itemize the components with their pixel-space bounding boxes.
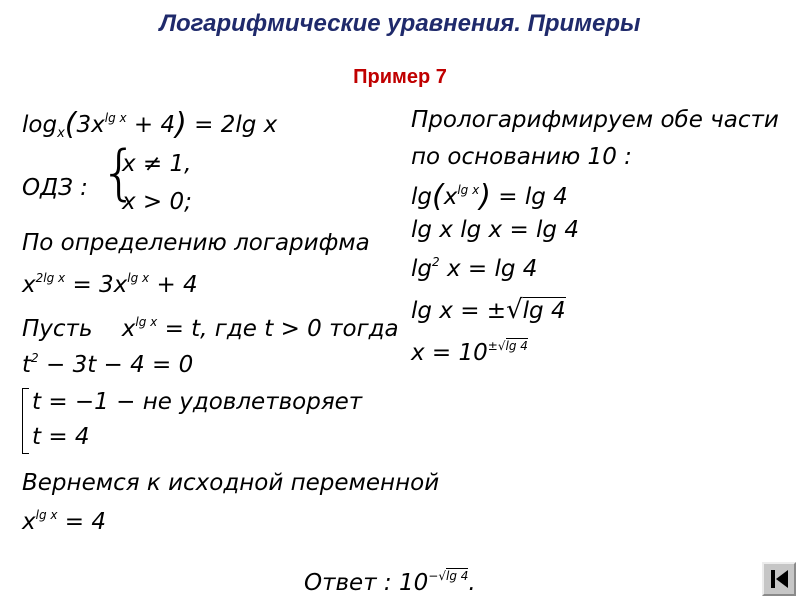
example-number: Пример 7 xyxy=(353,66,447,88)
first-slide-button[interactable] xyxy=(762,562,796,596)
odz-label: ОДЗ : xyxy=(22,175,88,201)
substitution-line: Пусть $x^{lg x} = t$, где t > 0 тогда xyxy=(22,315,399,342)
log-equation-4: lg x = ±√lg 4 xyxy=(411,295,566,325)
log-equation-3: $\lg^2 x = \lg 4$ xyxy=(411,255,538,282)
log-equation-1: $\lg(x^{lg x}) = \lg 4$ xyxy=(411,179,568,214)
definition-text: По определению логарифма xyxy=(22,230,370,256)
exponential-equation: $x^{2lg x} = 3x^{lg x} + 4$ xyxy=(22,271,198,298)
root-rejected: t = −1 − не удовлетворяет xyxy=(32,389,363,415)
slide-title: Логарифмические уравнения. Примеры xyxy=(159,10,641,37)
solution-x: $x = 10^{\pm√lg 4}$ xyxy=(411,339,528,366)
quadratic-equation: $t^2 - 3t - 4 = 0$ xyxy=(22,351,194,378)
base-ten-text: по основанию 10 : xyxy=(411,144,632,170)
system-brace: { xyxy=(100,138,139,208)
original-equation: $\log_x(3x^{lg x} + 4) = 2\lg$ x xyxy=(22,107,278,142)
log-both-sides-text: Прологарифмируем обе части xyxy=(411,107,779,133)
answer: Ответ : $10^{-√lg 4}$. xyxy=(304,569,476,596)
return-text: Вернемся к исходной переменной xyxy=(22,470,440,496)
first-slide-icon xyxy=(764,564,794,594)
odz-condition-1: x ≠ 1, xyxy=(122,151,192,177)
root-accepted: t = 4 xyxy=(32,424,90,450)
log-equation-2: lg x lg x = lg 4 xyxy=(411,217,579,243)
roots-bracket xyxy=(22,388,29,454)
final-exponential-equation: $x^{lg x} = 4$ xyxy=(22,508,107,535)
odz-condition-2: x > 0; xyxy=(122,189,192,215)
